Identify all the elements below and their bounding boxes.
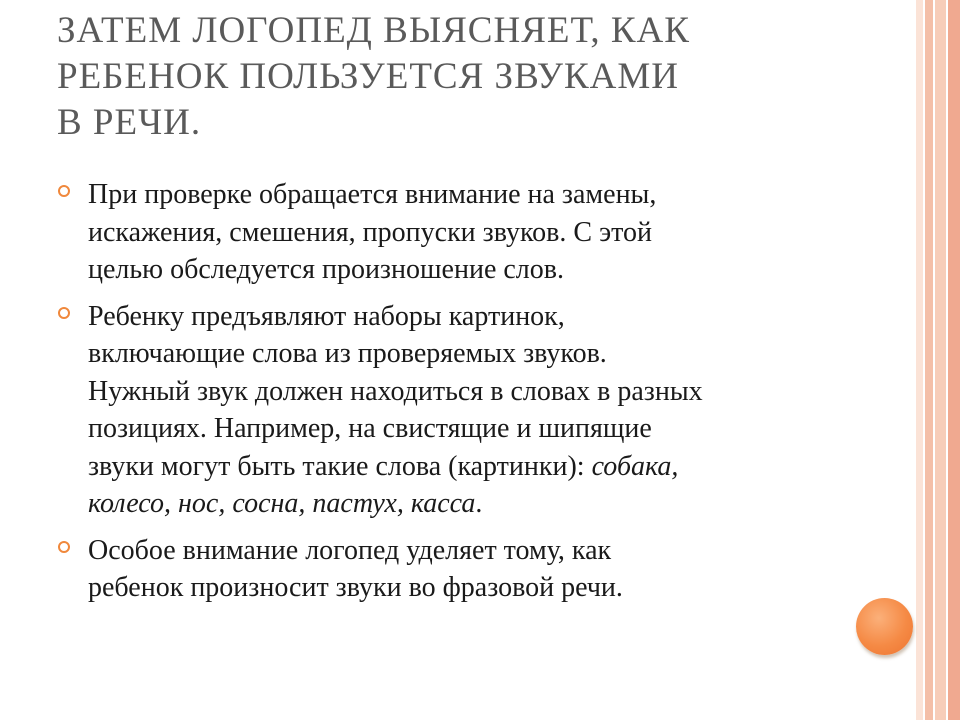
example-word-italic: собака,	[591, 450, 679, 482]
bullet-text-line: Нужный звук должен находиться в словах в разных	[88, 375, 703, 407]
bullet-item	[57, 532, 897, 607]
bullet-text-line: Особое внимание логопед уделяет тому, как	[88, 534, 612, 566]
bullet-text-line: позициях. Например, на свистящие и шипящие	[88, 413, 652, 444]
stripe-3	[935, 0, 946, 720]
title-line: РЕБЕНОК ПОЛЬЗУЕТСЯ ЗВУКАМИ	[57, 56, 679, 97]
bullet-ring-icon	[58, 185, 70, 197]
bullet-text-line: искажения, смешения, пропуски звуков. С этой	[88, 216, 652, 248]
bullet-ring-icon	[58, 307, 70, 319]
bullet-text-line	[88, 448, 897, 486]
example-words-italic: колесо, нос, сосна, пастух, касса	[88, 488, 476, 519]
title-line: В РЕЧИ.	[57, 102, 202, 143]
bullet-item	[57, 176, 897, 289]
bullet-text-line: Ребенку предъявляют наборы картинок,	[88, 300, 565, 332]
bullet-text-plain: .	[475, 488, 483, 519]
bullet-text-line: При проверке обращается внимание на замены,	[88, 179, 657, 210]
decorative-orange-circle	[856, 598, 913, 655]
bullet-ring-icon	[58, 541, 70, 553]
bullet-list	[57, 176, 897, 616]
stripe-2	[925, 0, 933, 720]
bullet-text-line	[88, 485, 897, 523]
bullet-text-line: целью обследуется произношение слов.	[88, 254, 564, 285]
bullet-text-line: ребенок произносит звуки во фразовой речи.	[88, 572, 623, 603]
slide-title	[57, 8, 877, 146]
title-line: ЗАТЕМ ЛОГОПЕД ВЫЯСНЯЕТ, КАК	[57, 10, 690, 51]
bullet-text-plain: звуки могут быть такие слова (картинки):	[88, 450, 592, 482]
bullet-text-line: включающие слова из проверяемых звуков.	[88, 338, 607, 369]
stripe-4	[948, 0, 960, 720]
decorative-side-stripes	[916, 0, 960, 720]
bullet-item	[57, 298, 897, 523]
stripe-1	[916, 0, 923, 720]
